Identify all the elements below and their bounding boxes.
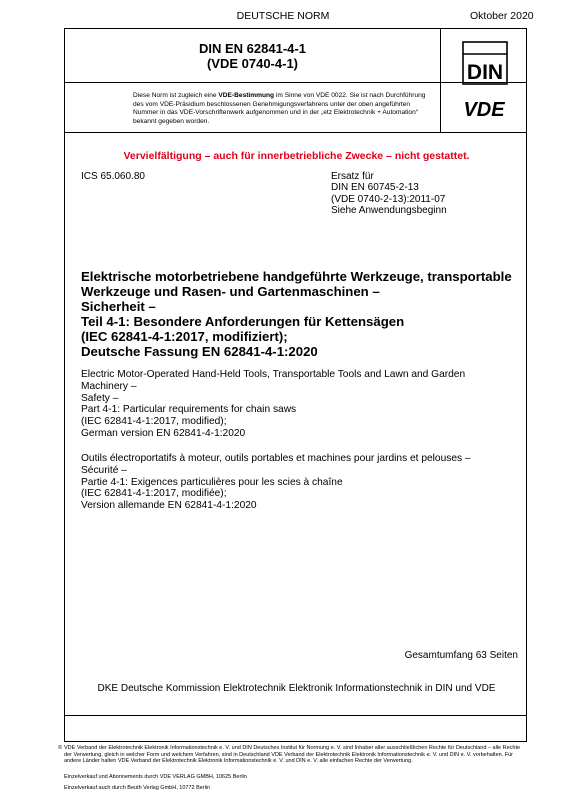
document-number: DIN EN 62841-4-1 bbox=[199, 41, 306, 56]
reproduction-warning: Vervielfältigung – auch für innerbetriebliche Zwecke – nicht gestattet. bbox=[123, 150, 470, 162]
title-line: (IEC 62841-4-1:2017, modifiée); bbox=[81, 488, 227, 500]
divider bbox=[65, 132, 526, 133]
standard-type-label: DEUTSCHE NORM bbox=[236, 10, 330, 22]
title-line: Electric Motor-Operated Hand-Held Tools, Transportable Tools and Lawn and Garden bbox=[81, 369, 466, 380]
copyright-notice bbox=[58, 745, 527, 765]
replaced-vde: (VDE 0740-2-13):2011-07 bbox=[331, 193, 446, 205]
vde-classification: (VDE 0740-4-1) bbox=[206, 56, 299, 71]
title-line: Sécurité – bbox=[81, 464, 127, 476]
title-line: Machinery – bbox=[81, 380, 137, 392]
replacement-info bbox=[331, 171, 447, 217]
din-logo bbox=[462, 41, 508, 85]
sales-info-beuth: Einzelverkauf auch durch Beuth Verlag GmbH, 10772 Berlin bbox=[64, 785, 211, 791]
vde-regulation-notice: Diese Norm ist zugleich eine VDE-Bestimmung im Sinne von VDE 0022. Sie ist nach Durchführung des vom VDE-Präsidium beschlossenen Genehmigungsverfahrens unter der oben angeführten Nummer in das VDE-Vorschriftenwerk aufgenommen und in der „etz Elektrotechnik + Automation“ bekannt gegeben worden. bbox=[133, 92, 426, 125]
title-line: Sicherheit – bbox=[81, 299, 156, 314]
application-note: Siehe Anwendungsbeginn bbox=[331, 205, 447, 217]
title-line: (IEC 62841-4-1:2017, modified); bbox=[81, 416, 227, 428]
document-number-block bbox=[65, 41, 440, 71]
total-pages: Gesamtumfang 63 Seiten bbox=[404, 650, 518, 661]
vde-logo bbox=[443, 99, 525, 119]
replaced-standard: DIN EN 60745-2-13 bbox=[331, 182, 419, 194]
cover-frame bbox=[64, 28, 527, 742]
copyright-text: VDE Verband der Elektrotechnik Elektronik Informationstechnik e. V. und DIN Deutsches Institut für Normung e. V. sind Inhaber aller ausschließlichen Rechte für Deutschland – alle Rechte der Verwertung, gleich in welcher Form und welchem Verfahren, sind in Deutschland VDE Verband der Elektrotechnik Elektronik Informationstechnik e. V. und DIN e. V. vorbehalten. Für andere Länder halten VDE Verband der Elektrotechnik Elektronik Informationstechnik e. V. und DIN e. V. alle einfachen Rechte der Verwertung. bbox=[64, 745, 521, 765]
title-line: Partie 4-1: Exigences particulières pour les scies à chaîne bbox=[81, 476, 343, 488]
title-german bbox=[81, 269, 521, 359]
title-line: German version EN 62841-4-1:2020 bbox=[81, 427, 246, 439]
logo-column-divider bbox=[440, 29, 441, 132]
copyright-symbol: © bbox=[58, 745, 63, 751]
title-line: Outils électroportatifs à moteur, outils portables et machines pour jardins et pelouses – bbox=[81, 453, 471, 464]
title-line: Version allemande EN 62841-4-1:2020 bbox=[81, 500, 257, 512]
ics-code: ICS 65.060.80 bbox=[81, 171, 145, 182]
publication-date: Oktober 2020 bbox=[470, 10, 534, 22]
divider bbox=[65, 715, 526, 716]
svg-text:VDE: VDE bbox=[463, 99, 505, 119]
publisher-line: DKE Deutsche Kommission Elektrotechnik Elektronik Informationstechnik in DIN und VDE bbox=[97, 683, 496, 694]
title-line: Part 4-1: Particular requirements for chain saws bbox=[81, 404, 297, 416]
svg-text:DIN: DIN bbox=[466, 61, 504, 84]
title-line: Teil 4-1: Besondere Anforderungen für Kettensägen bbox=[81, 314, 405, 329]
title-english bbox=[81, 369, 521, 440]
replacement-label: Ersatz für bbox=[331, 171, 374, 182]
title-line: Safety – bbox=[81, 392, 119, 404]
title-french bbox=[81, 453, 521, 512]
title-line: Elektrische motorbetriebene handgeführte Werkzeuge, transportable bbox=[81, 269, 512, 284]
title-line: Werkzeuge und Rasen- und Gartenmaschinen – bbox=[81, 284, 380, 299]
title-line: Deutsche Fassung EN 62841-4-1:2020 bbox=[81, 344, 318, 359]
divider bbox=[65, 82, 526, 83]
title-line: (IEC 62841-4-1:2017, modifiziert); bbox=[81, 329, 288, 344]
sales-info-vde: Einzelverkauf und Abonnements durch VDE VERLAG GMBH, 10625 Berlin bbox=[64, 774, 247, 780]
